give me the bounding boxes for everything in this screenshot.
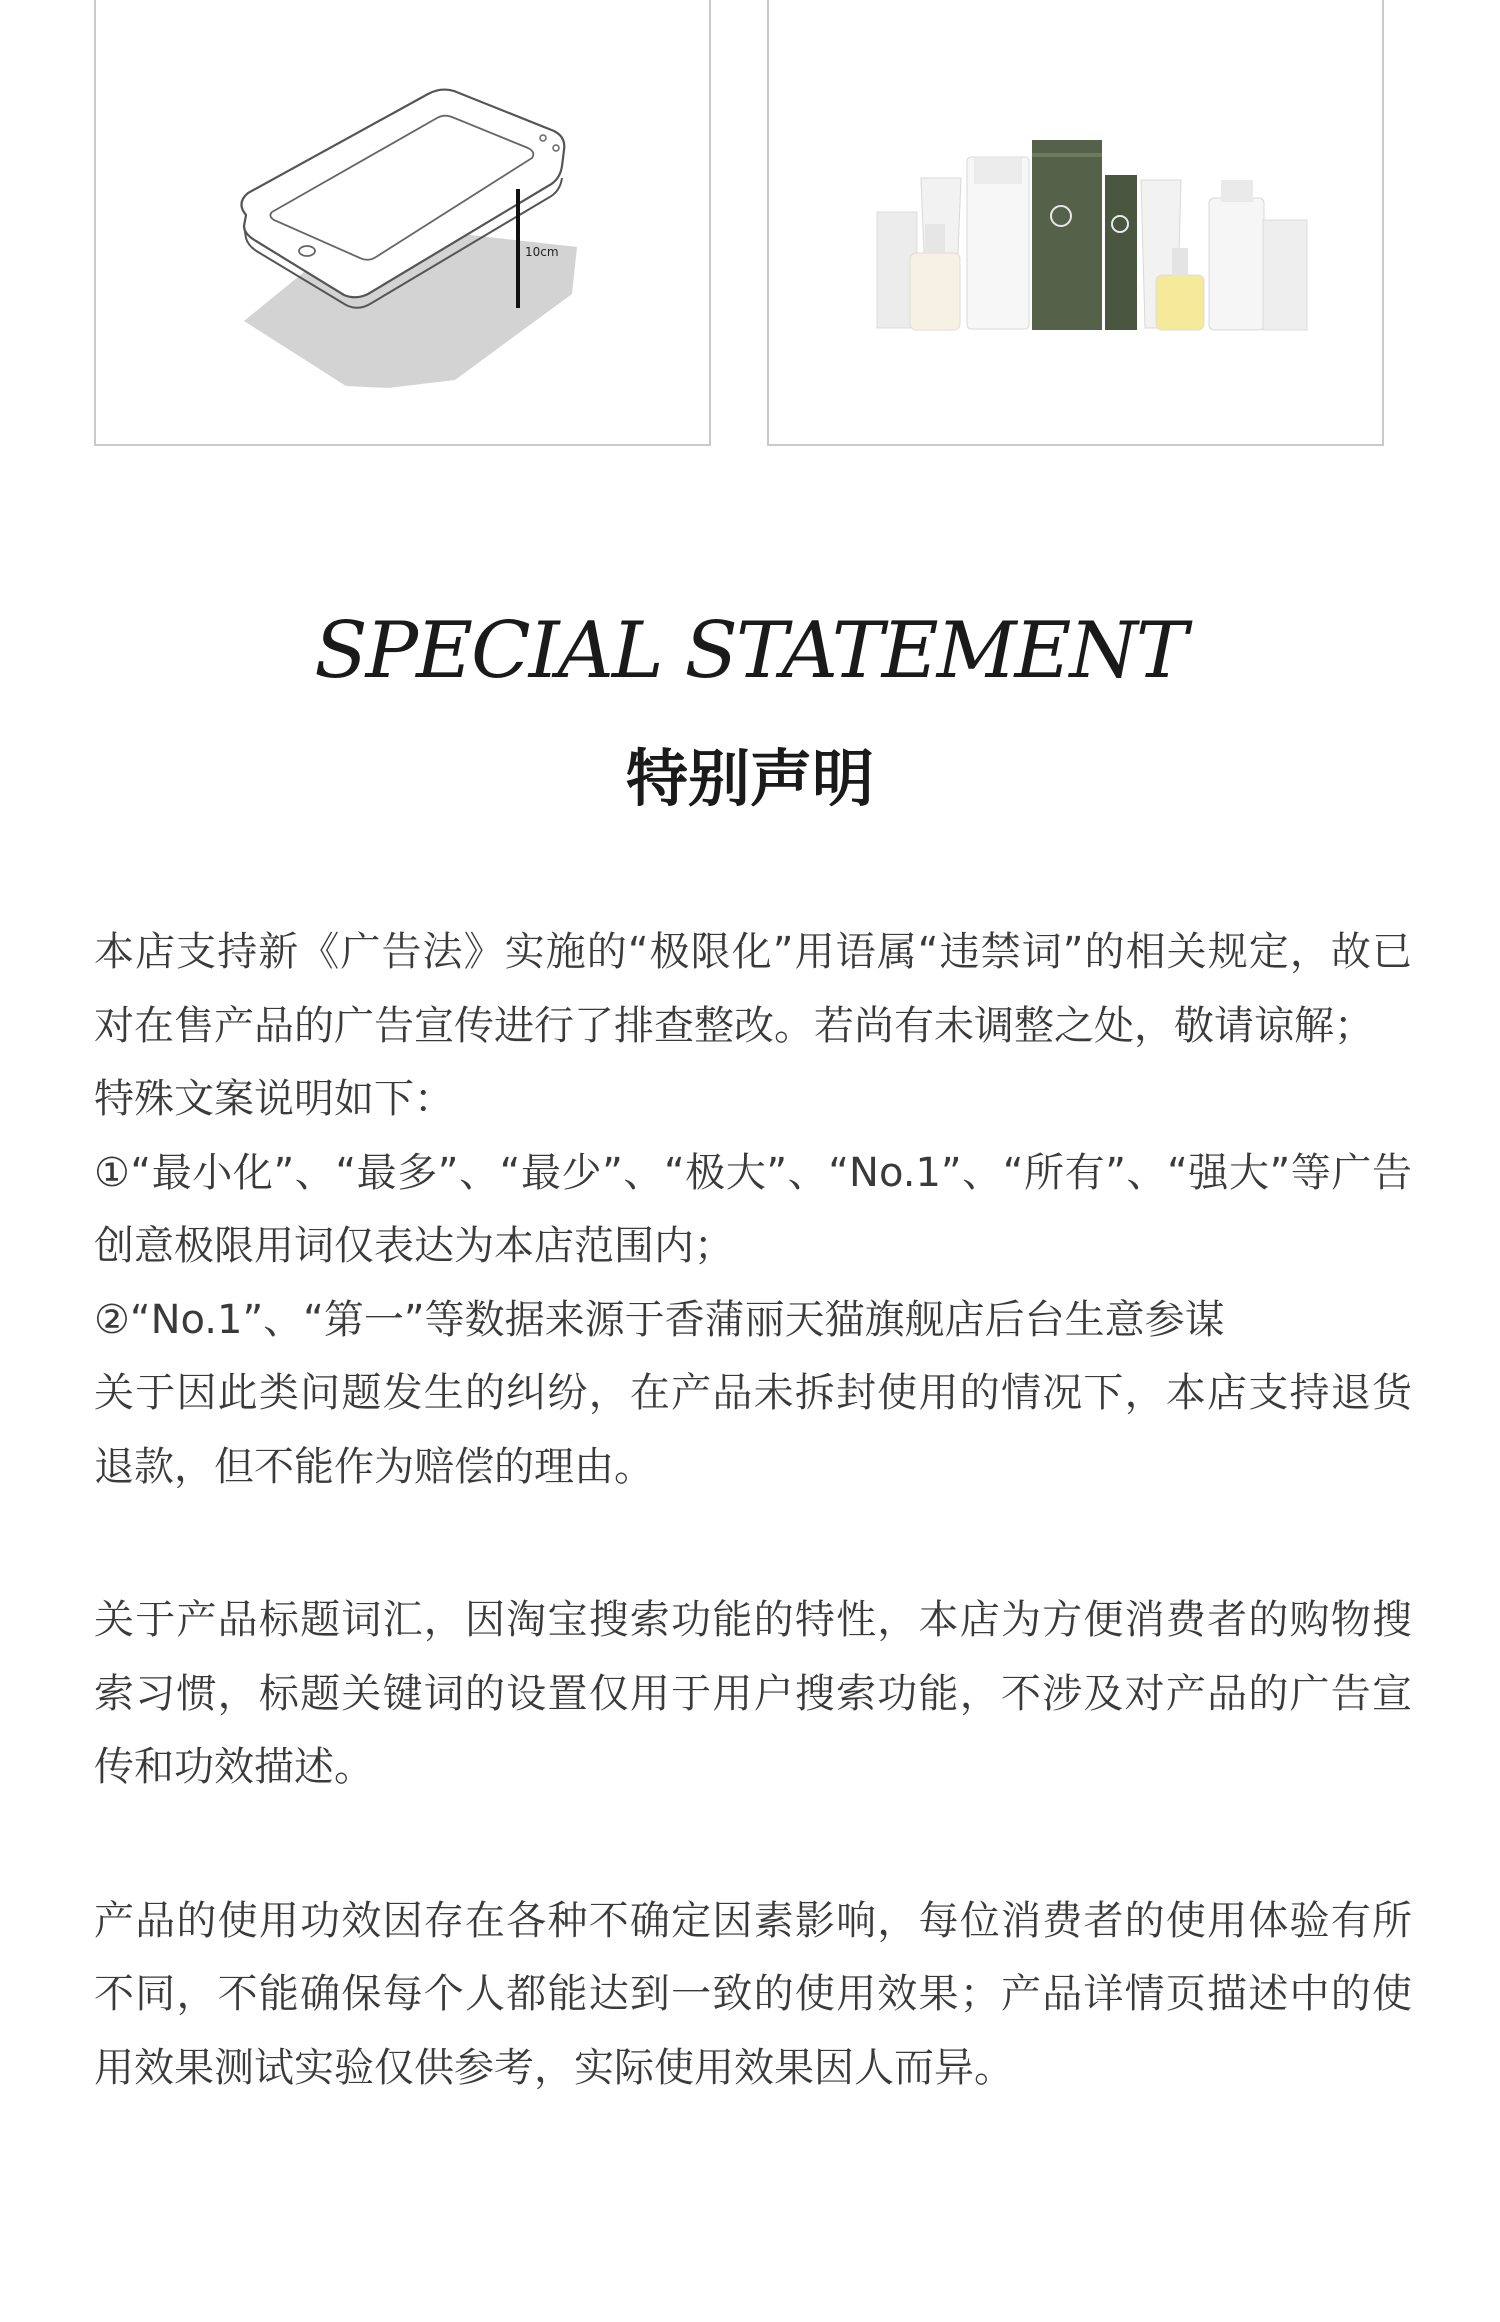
statement-body [94,916,1412,2105]
height-measure-label: 10cm [525,245,559,259]
statement-paragraph: 特殊文案说明如下： [94,1076,454,1122]
statement-paragraph: 关于因此类问题发生的纠纷，在产品未拆封使用的情况下，本店支持退货退款，但不能作为赔偿的理由。 [94,1370,1412,1490]
product-lotion-bottle [1209,198,1264,330]
product-box [1263,220,1307,330]
statement-paragraph: 关于产品标题词汇，因淘宝搜索功能的特性，本店为方便消费者的购物搜索习惯，标题关键词的设置仅用于用户搜索功能，不涉及对产品的广告宣传和功效描述。 [94,1597,1412,1790]
product-box-stripe [1032,153,1102,157]
product-set-panel [767,0,1384,446]
paragraph-spacer [94,1504,1412,1584]
statement-paragraph: 产品的使用功效因存在各种不确定因素影响，每位消费者的使用体验有所不同，不能确保每个人都能达到一致的使用效果；产品详情页描述中的使用效果测试实验仅供参考，实际使用效果因人而异。 [94,1897,1412,2091]
product-lotion-cap [1221,180,1253,202]
statement-paragraph: 本店支持新《广告法》实施的“极限化”用语属“违禁词”的相关规定，故已对在售产品的广告宣传进行了排查整改。若尚有未调整之处，敬请谅解； [94,929,1412,1049]
statement-paragraph: ①“最小化”、“最多”、“最少”、“极大”、“No.1”、“所有”、“强大”等广告创意极限用词仅表达为本店范围内； [94,1149,1412,1269]
phone-illustration [96,0,713,448]
product-set-photo [769,0,1386,448]
statement-title-cn: 特别声明 [625,742,874,815]
product-green-box [1032,140,1102,330]
product-serum-bottle [910,253,960,330]
product-green-box-small [1105,175,1137,330]
statement-paragraph: ②“No.1”、“第一”等数据来源于香蒲丽天猫旗舰店后台生意参谋 [94,1296,1225,1343]
product-yellow-serum [1156,275,1204,330]
phone-size-panel [94,0,711,446]
paragraph-spacer [94,1805,1412,1885]
product-dropper-cap [925,224,945,254]
statement-title-en: SPECIAL STATEMENT [314,606,1186,696]
product-dropper-cap [1172,248,1188,276]
product-toner-cap [974,158,1022,184]
